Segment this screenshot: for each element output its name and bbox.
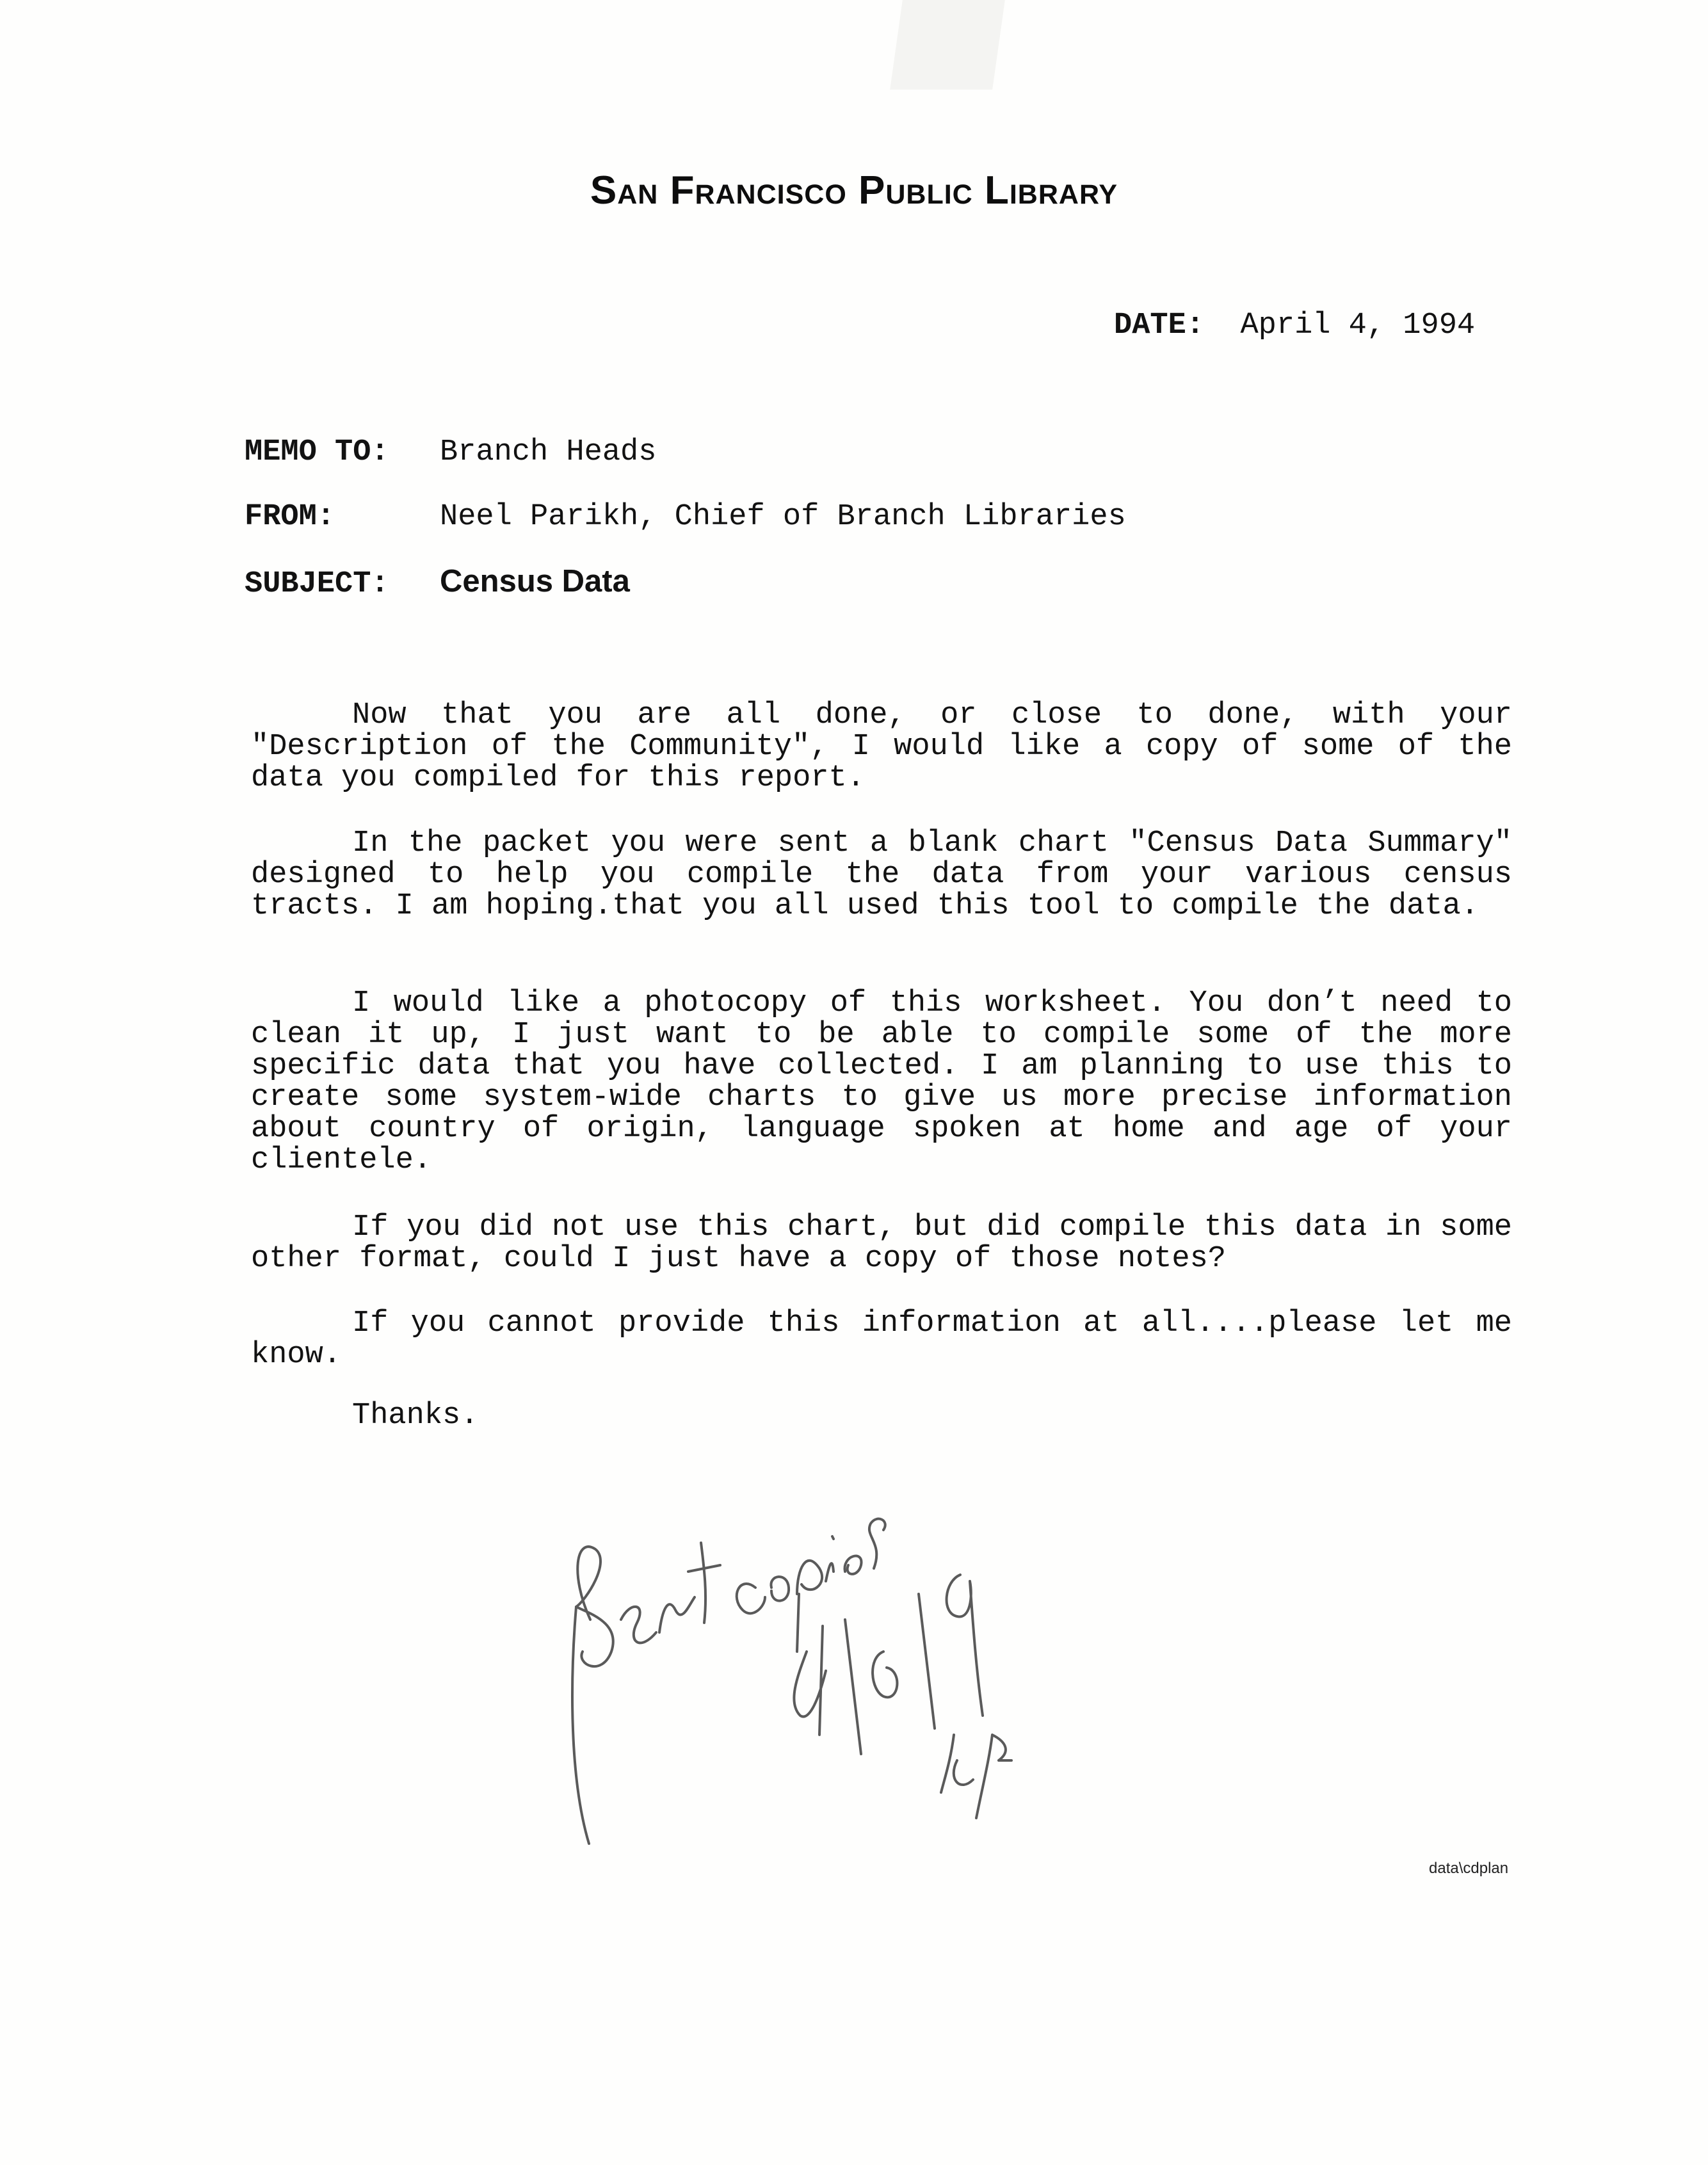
paragraph-3-text: I would like a photocopy of this worksheet. You don’t need to clean it up, I just want to be able to compile some of the more specific data that you have collected. I am planning to use this to create some system-wide charts to give us more precise information about country of origin, language spoken at home and age of your clientele.: [251, 986, 1512, 1177]
memo-to-label: MEMO TO:: [245, 435, 389, 469]
subject-value: Census Data: [440, 564, 630, 599]
paragraph-5: [251, 1308, 1512, 1371]
handwritten-note: [551, 1460, 1063, 1876]
paragraph-2-text: In the packet you were sent a blank chart "Census Data Summary" designed to help you compile the data from your various census tracts. I am hoping.that you all used this tool to compile the data.: [251, 826, 1512, 923]
letterhead: San Francisco Public Library: [590, 168, 1118, 213]
date-line: [1114, 309, 1475, 342]
tape-mark: [890, 0, 1005, 90]
paragraph-5-text: If you cannot provide this information at all....please let me know.: [251, 1307, 1512, 1372]
paragraph-1-text: Now that you are all done, or close to done, with your "Description of the Community", I would like a copy of some of the data you compiled for this report.: [251, 698, 1512, 795]
from-row: [245, 500, 1126, 534]
paragraph-4-text: If you did not use this chart, but did compile this data in some other format, could I just have a copy of those notes?: [251, 1211, 1512, 1276]
signoff: Thanks.: [352, 1399, 479, 1433]
date-value: April 4, 1994: [1240, 309, 1476, 342]
paragraph-4: [251, 1212, 1512, 1275]
date-label: DATE:: [1114, 309, 1205, 342]
paragraph-2: [251, 828, 1512, 922]
memo-to-value: Branch Heads: [440, 435, 657, 469]
memo-to-row: [245, 435, 656, 469]
from-value: Neel Parikh, Chief of Branch Libraries: [440, 500, 1126, 534]
subject-row: [245, 563, 630, 601]
from-label: FROM:: [245, 500, 335, 534]
subject-label: SUBJECT:: [245, 567, 389, 601]
paragraph-1: [251, 700, 1512, 794]
file-code: data\cdplan: [1429, 1860, 1509, 1877]
paragraph-3: [251, 988, 1512, 1176]
